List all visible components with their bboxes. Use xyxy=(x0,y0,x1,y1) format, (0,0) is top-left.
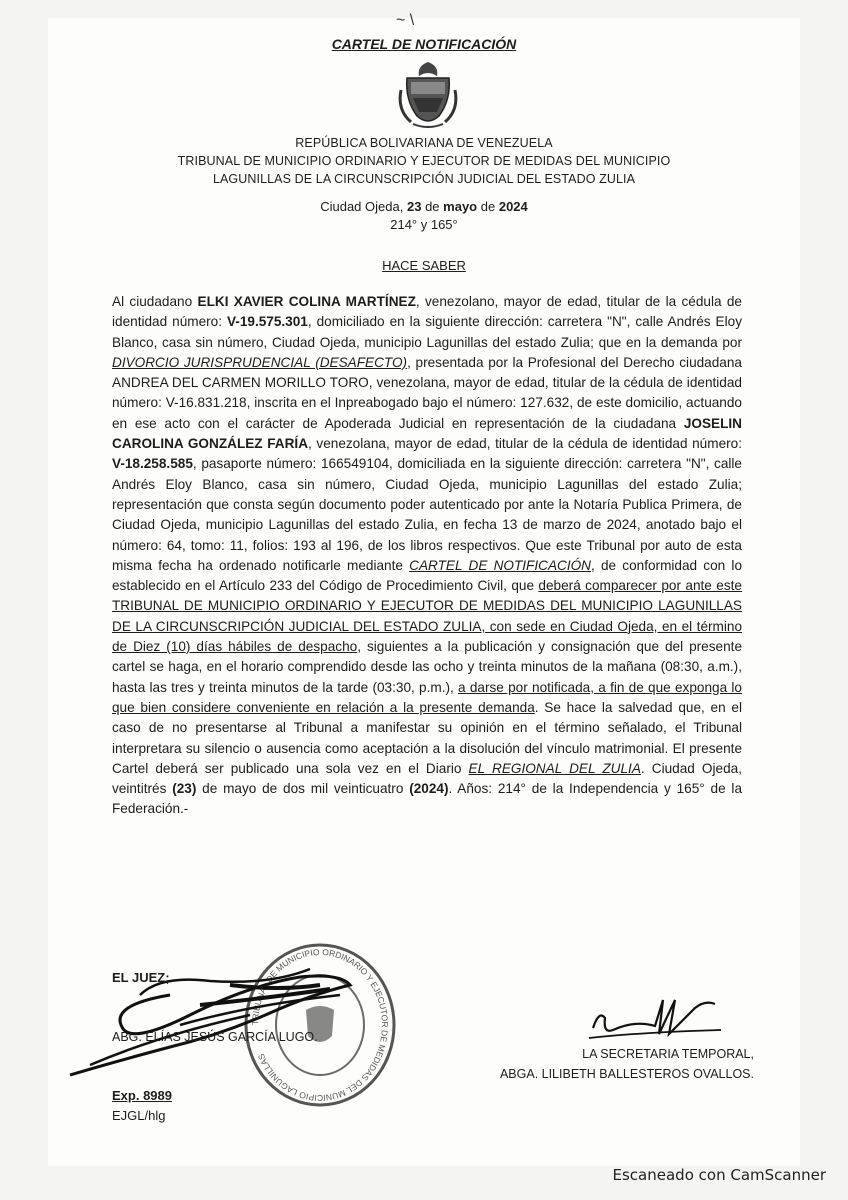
file-reference xyxy=(112,1086,172,1126)
judge-signature xyxy=(50,955,390,1085)
notice-paragraph xyxy=(112,292,742,820)
seal-text: TRIBUNAL DE MUNICIPIO ORDINARIO Y EJECUTOR DE MEDIDAS DEL MUNICIPIO LAGUNILLAS xyxy=(249,946,391,1104)
body-text: , presentada por la Profesional del Derecho ciudadana ANDREA DEL CARMEN MORILLO TORO, venezolana, mayor de edad, titular de la cédula de identidad número: V-16.831.218, inscrita en el Inpreabogado bajo el número: 127.632, de este domicilio, actuando en ese acto con el carácter de Apoderada Judicial en representación de la ciudadana xyxy=(112,354,742,431)
notice-body xyxy=(112,292,742,820)
top-marks: ~ \ xyxy=(396,12,415,29)
secretary-block xyxy=(500,1044,754,1084)
years-line: 214° y 165° xyxy=(390,217,458,232)
coat-of-arms-icon xyxy=(397,60,459,130)
cartel-reference: CARTEL DE NOTIFICACIÓN xyxy=(409,557,591,573)
date-block xyxy=(0,198,848,234)
case-type: DIVORCIO JURISPRUDENCIAL (DESAFECTO) xyxy=(112,354,408,370)
header-line-2: TRIBUNAL DE MUNICIPIO ORDINARIO Y EJECUTOR DE MEDIDAS DEL MUNICIPIO xyxy=(177,154,671,168)
defendant-name: ELKI XAVIER COLINA MARTÍNEZ xyxy=(197,294,416,309)
body-text: . Ciudad Ojeda, veintitrés xyxy=(112,760,742,797)
date-day: 23 xyxy=(406,199,422,214)
body-text: , domiciliado en la siguiente dirección: carretera "N", calle Andrés Eloy Blanco, casa sin número, Ciudad Ojeda, municipio Lagunillas del estado Zulia; que en la demanda por xyxy=(112,314,742,350)
date-de-1: de xyxy=(425,199,440,214)
hace-saber-heading: HACE SABER xyxy=(382,258,466,273)
header-line-3: LAGUNILLAS DE LA CIRCUNSCRIPCIÓN JUDICIAL DEL ESTADO ZULIA xyxy=(212,172,636,186)
judge-label: EL JUEZ; xyxy=(112,970,170,985)
judge-name: ABG. ELÍAS JESÚS GARCÍA LUGO. xyxy=(112,1030,318,1044)
notification-clause: a darse por notificada, a fin de que exponga lo que bien considere conveniente en relación a la presente demanda xyxy=(112,679,742,715)
secretary-signature xyxy=(585,990,725,1050)
date-line xyxy=(0,198,848,216)
body-text: Al ciudadano xyxy=(112,294,198,309)
file-number: Exp. 8989 xyxy=(112,1088,172,1103)
defendant-id: V-19.575.301 xyxy=(226,314,308,330)
header-line-1: REPÚBLICA BOLIVARIANA DE VENEZUELA xyxy=(295,136,553,150)
day-number: (23) xyxy=(172,781,197,797)
date-year: 2024 xyxy=(498,199,528,214)
body-text: , de conformidad con lo establecido en el Artículo 233 del Código de Procedimiento Civil, que xyxy=(112,557,743,594)
plaintiff-id: V-18.258.585 xyxy=(112,456,193,472)
body-text: . Se hace la salvedad que, en el caso de no presentarse al Tribunal a manifestar su opinión en el término señalado, el Tribunal interpretara su silencio o ausencia como aceptación a la disolución del vínculo matrimonial. El presente Cartel deberá ser publicado una sola vez en el Diario xyxy=(112,699,742,776)
newspaper-name: EL REGIONAL DEL ZULIA xyxy=(468,760,641,776)
scanner-watermark: Escaneado con CamScanner xyxy=(612,1166,826,1184)
secretary-name: ABGA. LILIBETH BALLESTEROS OVALLOS. xyxy=(499,1067,754,1081)
date-de-2: de xyxy=(480,199,496,214)
year-number: (2024) xyxy=(409,781,449,797)
secretary-title: LA SECRETARIA TEMPORAL, xyxy=(582,1047,754,1061)
appearance-clause: deberá comparecer por ante este TRIBUNAL DE MUNICIPIO ORDINARIO Y EJECUTOR DE MEDIDAS DEL MUNICIPIO LAGUNILLAS DE LA CIRCUNSCRIPCIÓN JUDICIAL DEL ESTADO ZULIA, con sede en Ciudad Ojeda, en el término de Diez (10) días hábiles de despacho xyxy=(112,578,742,655)
body-text: . Años: 214° de la Independencia y 165° de la Federación.- xyxy=(112,781,743,817)
body-text: , pasaporte número: 166549104, domiciliada en la siguiente dirección: carretera "N", calle Andrés Eloy Blanco, casa sin número, Ciudad Ojeda, municipio Lagunillas del estado Zulia; representación que consta según documento poder autenticado por ante la Notaría Publica Primera, de Ciudad Ojeda, municipio Lagunillas del estado Zulia, en fecha 13 de marzo de 2024, anotado bajo el número: 64, tomo: 11, folios: 193 al 196, de los libros respectivos. Que este Tribunal por auto de esta misma fecha ha ordenado notificarle mediante xyxy=(112,456,742,573)
document-title: CARTEL DE NOTIFICACIÓN xyxy=(331,36,517,52)
body-text: , siguientes a la publicación y consignación que del presente cartel se haga, en el horario comprendido desde las ocho y treinta minutos de la mañana (08:30, a.m.), hasta las tres y treinta minutos de la tarde (03:30, p.m.), xyxy=(112,639,743,695)
date-month: mayo xyxy=(443,199,478,214)
plaintiff-name: JOSELIN CAROLINA GONZÁLEZ FARÍA xyxy=(112,415,742,452)
body-text: , venezolana, mayor de edad, titular de la cédula de identidad número: xyxy=(308,436,742,452)
date-place: Ciudad Ojeda, xyxy=(320,199,404,214)
body-text: , venezolano, mayor de edad, titular de la cédula de identidad número: xyxy=(112,294,742,330)
body-text: de mayo de dos mil veinticuatro xyxy=(196,781,410,797)
court-header xyxy=(0,134,848,188)
initials: EJGL/hlg xyxy=(112,1108,166,1123)
